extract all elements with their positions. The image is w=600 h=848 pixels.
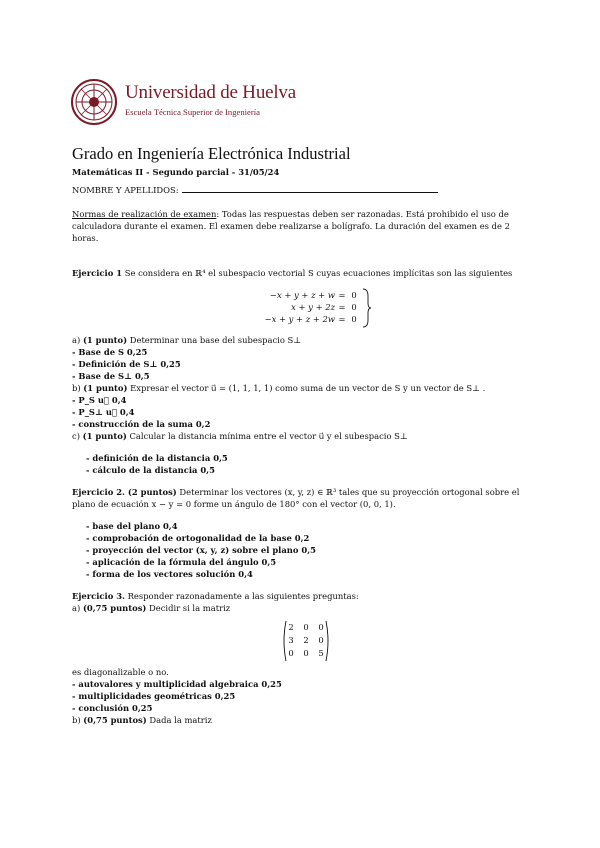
matrix-cell: 5 <box>318 648 324 658</box>
list-item: - base del plano 0,4 <box>86 521 178 531</box>
list-item: - construcción de la suma 0,2 <box>72 419 211 429</box>
ex2-line-2: plano de ecuación x − y = 0 forme un ángulo de 180° con el vector (0, 0, 1). <box>72 499 396 509</box>
name-field <box>72 184 438 195</box>
matrix <box>281 620 331 662</box>
ex3-heading: Ejercicio 3. <box>72 591 125 601</box>
equation-lhs: −x + y + z + 2w <box>264 314 335 324</box>
list-item: - P_S⊥ u⃗ 0,4 <box>72 407 135 417</box>
matrix-cell: 2 <box>288 622 294 632</box>
matrix-cell: 0 <box>288 648 294 658</box>
university-seal-icon <box>70 78 118 126</box>
ex1-part-c: c) (1 punto) Calcular la distancia mínima entre el vector u⃗ y el subespacio S⊥ <box>72 431 408 441</box>
list-item: - comprobación de ortogonalidad de la base 0,2 <box>86 533 310 543</box>
exam-subtitle: Matemáticas II - Segundo parcial - 31/05/24 <box>72 167 280 177</box>
ex1-heading: Ejercicio 1 <box>72 268 123 278</box>
ex3-intro: Ejercicio 3. Responder razonadamente a las siguientes preguntas: <box>72 591 359 601</box>
matrix-cell: 0 <box>303 648 309 658</box>
list-item: - multiplicidades geométricas 0,25 <box>72 691 236 701</box>
logo-subtitle: Escuela Técnica Superior de Ingeniería <box>125 107 260 117</box>
ex3-part-b: b) (0,75 puntos) Dada la matriz <box>72 715 212 725</box>
rules-line-3: horas. <box>72 233 99 243</box>
ex3-part-a: a) (0,75 puntos) Decidir si la matriz <box>72 603 231 613</box>
page-title: Grado en Ingeniería Electrónica Industrial <box>72 144 351 163</box>
list-item: - Definición de S⊥ 0,25 <box>72 359 181 369</box>
list-item: - cálculo de la distancia 0,5 <box>86 465 215 475</box>
rules-heading: Normas de realización de examen <box>72 209 217 219</box>
ex3-after-matrix: es diagonalizable o no. <box>72 667 169 677</box>
right-brace-icon <box>362 288 372 328</box>
matrix-cell: 2 <box>303 635 309 645</box>
university-logo <box>70 78 300 128</box>
list-item: - forma de los vectores solución 0,4 <box>86 569 253 579</box>
list-item: - P_S u⃗ 0,4 <box>72 395 127 405</box>
name-label: NOMBRE Y APELLIDOS: <box>72 185 179 195</box>
logo-name: Universidad de Huelva <box>125 82 296 103</box>
list-item: - conclusión 0,25 <box>72 703 153 713</box>
ex2-intro: Ejercicio 2. (2 puntos) Determinar los vectores (x, y, z) ∈ ℝ³ tales que su proyección ortogonal sobre el <box>72 487 520 497</box>
ex2-heading: Ejercicio 2. (2 puntos) <box>72 487 177 497</box>
ex1-part-b: b) (1 punto) Expresar el vector u⃗ = (1, 1, 1, 1) como suma de un vector de S y un vector de S⊥ . <box>72 383 486 393</box>
list-item: - Base de S 0,25 <box>72 347 148 357</box>
list-item: - aplicación de la fórmula del ángulo 0,5 <box>86 557 277 567</box>
equation-lhs: x + y + 2z <box>291 302 335 312</box>
matrix-cell: 0 <box>318 635 324 645</box>
exam-page: Universidad de Huelva Escuela Técnica Superior de Ingeniería Grado en Ingeniería Electrónica Industrial Matemáticas II - Segundo parcial - 31/05/24 NOMBRE Y APELLIDOS: Normas de realización de examen: Todas las respuestas deben ser razonadas. Está prohibido el uso de calculadora durante el examen. El examen debe realizarse a bolígrafo. La duración del examen es de 2 horas. Ejercicio 1 Se considera en ℝ⁴ el subespacio vectorial S cuyas ecuaciones implícitas son las siguientes −x + y + z + w = 0 x + y + 2z = 0 −x + y + z + 2w = 0 a) (1 punto) Determinar una base del subespacio S⊥ - Base de S 0,25 - Definición de S⊥ 0,25 - Base de S⊥ 0,5 b) (1 punto) Expresar el vector u⃗ = (1, 1, 1, 1) como suma de un vector de S y un vector de S⊥ . - P_S u⃗ 0,4 - P_S⊥ u⃗ 0,4 - construcción de la suma 0,2 c) (1 punto) Calcular la distancia mínima entre el vector u⃗ y el subespacio S⊥ - definición de la distancia 0,5 - cálculo de la distancia 0,5 Ejercicio 2. (2 puntos) Determinar los vectores (x, y, z) ∈ ℝ³ tales que su proyección ortogonal sobre el plano de ecuación x − y = 0 forme un ángulo de 180° con el vector (0, 0, 1). - base del plano 0,4 - comprobación de ortogonalidad de la base 0,2 - proyección del vector (x, y, z) sobre el plano 0,5 - aplicación de la fórmula del ángulo 0,5 - forma de los vectores solución 0,4 Ejercicio 3. Responder razonadamente a las siguientes preguntas: a) (0,75 puntos) Decidir si la matriz 2 0 0 3 2 0 0 0 5 es diagonalizable o no. - autovalores y multiplicidad algebraica 0,25 - multiplicidades geométricas 0,25 - conclusión 0,25 b) (0,75 puntos) Dada la matriz <box>0 0 600 848</box>
list-item: - autovalores y multiplicidad algebraica 0,25 <box>72 679 282 689</box>
list-item: - definición de la distancia 0,5 <box>86 453 228 463</box>
list-item: - proyección del vector (x, y, z) sobre el plano 0,5 <box>86 545 316 555</box>
ex1-part-a: a) (1 punto) Determinar una base del subespacio S⊥ <box>72 335 302 345</box>
name-underline <box>182 184 438 193</box>
list-item: - Base de S⊥ 0,5 <box>72 371 150 381</box>
equation-lhs: −x + y + z + w <box>269 290 335 300</box>
matrix-cell: 0 <box>303 622 309 632</box>
ex1-intro: Ejercicio 1 Se considera en ℝ⁴ el subespacio vectorial S cuyas ecuaciones implícitas son las siguientes <box>72 268 513 278</box>
rules-line-1: Normas de realización de examen: Todas las respuestas deben ser razonadas. Está prohibido el uso de <box>72 209 509 219</box>
rules-line-2: calculadora durante el examen. El examen debe realizarse a bolígrafo. La duración del examen es de 2 <box>72 221 510 231</box>
matrix-cell: 0 <box>318 622 324 632</box>
matrix-cell: 3 <box>288 635 294 645</box>
